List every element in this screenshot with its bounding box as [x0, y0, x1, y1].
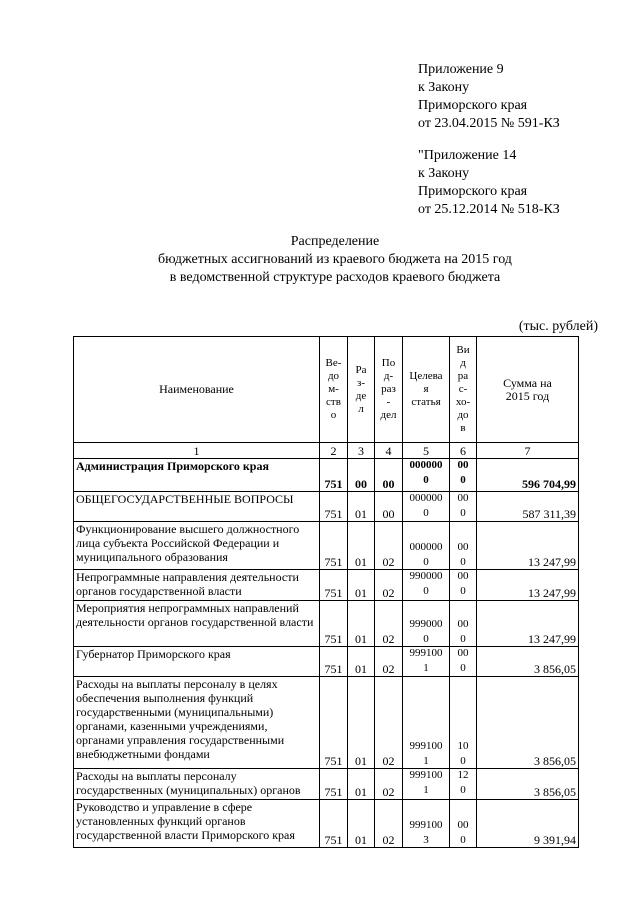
row-sum: 9 391,94 — [477, 800, 579, 848]
annex-line: Приморского края — [418, 98, 528, 113]
row-dept: 751 — [320, 800, 348, 848]
row-target: 000000 0 — [403, 459, 450, 492]
annex-line: к Закону — [418, 80, 470, 95]
row-name: ОБЩЕГОСУДАРСТВЕННЫЕ ВОПРОСЫ — [74, 492, 320, 522]
row-name: Расходы на выплаты персоналу государственных (муниципальных) органов — [74, 769, 320, 800]
col-number: 2 — [320, 443, 348, 459]
annex-9-header — [418, 61, 560, 133]
annex-line: "Приложение 14 — [418, 148, 517, 163]
row-sum: 3 856,05 — [477, 677, 579, 769]
row-target: 000000 0 — [403, 522, 450, 570]
document-title — [70, 233, 600, 287]
row-subsection: 00 — [375, 492, 403, 522]
annex-line: Приморского края — [418, 184, 528, 199]
row-subsection: 02 — [375, 647, 403, 677]
table-row — [74, 769, 579, 800]
row-dept: 751 — [320, 459, 348, 492]
row-name: Расходы на выплаты персоналу в целях обеспечения выполнения функций государственными (муниципальными) органами, казенными учреждениями, органами управления государственными внебюджетными фондами — [74, 677, 320, 769]
row-name: Руководство и управление в сфере установленных функций органов государственной власти Приморского края — [74, 800, 320, 848]
row-dept: 751 — [320, 647, 348, 677]
header-target: Целева я статья — [403, 337, 450, 443]
row-name: Функционирование высшего должностного лица субъекта Российской Федерации и муниципального образования — [74, 522, 320, 570]
row-sum: 3 856,05 — [477, 647, 579, 677]
row-dept: 751 — [320, 570, 348, 601]
table-row — [74, 647, 579, 677]
row-section: 01 — [348, 570, 375, 601]
row-expense-type: 00 0 — [450, 492, 477, 522]
row-section: 01 — [348, 769, 375, 800]
annex-line: от 23.04.2015 № 591-КЗ — [418, 116, 560, 131]
col-number: 1 — [74, 443, 320, 459]
row-dept: 751 — [320, 492, 348, 522]
header-sum: Сумма на 2015 год — [477, 337, 579, 443]
row-target: 990000 0 — [403, 570, 450, 601]
row-dept: 751 — [320, 677, 348, 769]
col-number: 5 — [403, 443, 450, 459]
title-line: бюджетных ассигнований из краевого бюджета на 2015 год — [158, 252, 512, 267]
column-numbers-row — [74, 443, 579, 459]
row-target: 999100 1 — [403, 647, 450, 677]
row-sum: 13 247,99 — [477, 601, 579, 647]
header-subsection: По д- раз - дел — [375, 337, 403, 443]
col-number: 3 — [348, 443, 375, 459]
header-expense-type: Ви д ра с- хо- до в — [450, 337, 477, 443]
row-dept: 751 — [320, 769, 348, 800]
units-label: (тыс. рублей) — [518, 319, 598, 334]
table-row — [74, 570, 579, 601]
row-dept: 751 — [320, 522, 348, 570]
title-line: Распределение — [290, 234, 380, 249]
row-name: Администрация Приморского края — [74, 459, 320, 492]
row-expense-type: 12 0 — [450, 769, 477, 800]
row-target: 999100 3 — [403, 800, 450, 848]
row-sum: 596 704,99 — [477, 459, 579, 492]
row-expense-type: 00 0 — [450, 800, 477, 848]
row-subsection: 00 — [375, 459, 403, 492]
table-row — [74, 492, 579, 522]
header-section: Ра з- де л — [348, 337, 375, 443]
row-target: 999100 1 — [403, 769, 450, 800]
row-subsection: 02 — [375, 677, 403, 769]
row-expense-type: 00 0 — [450, 647, 477, 677]
row-section: 01 — [348, 522, 375, 570]
annex-line: Приложение 9 — [418, 62, 504, 77]
row-section: 01 — [348, 800, 375, 848]
row-subsection: 02 — [375, 601, 403, 647]
header-dept: Ве- до м- ств о — [320, 337, 348, 443]
row-sum: 587 311,39 — [477, 492, 579, 522]
annex-line: к Закону — [418, 166, 470, 181]
row-sum: 3 856,05 — [477, 769, 579, 800]
col-number: 4 — [375, 443, 403, 459]
table-row — [74, 800, 579, 848]
budget-table — [73, 336, 579, 848]
row-name: Непрограммные направления деятельности органов государственной власти — [74, 570, 320, 601]
table-row — [74, 522, 579, 570]
row-section: 01 — [348, 601, 375, 647]
row-dept: 751 — [320, 601, 348, 647]
row-subsection: 02 — [375, 570, 403, 601]
col-number: 7 — [477, 443, 579, 459]
annex-line: от 25.12.2014 № 518-КЗ — [418, 202, 560, 217]
row-target: 999100 1 — [403, 677, 450, 769]
row-target: 999000 0 — [403, 601, 450, 647]
row-section: 01 — [348, 647, 375, 677]
row-expense-type: 00 0 — [450, 570, 477, 601]
row-subsection: 02 — [375, 800, 403, 848]
row-sum: 13 247,99 — [477, 570, 579, 601]
row-subsection: 02 — [375, 769, 403, 800]
row-section: 01 — [348, 677, 375, 769]
header-name: Наименование — [74, 337, 320, 443]
annex-14-header — [418, 147, 560, 219]
row-sum: 13 247,99 — [477, 522, 579, 570]
table-row — [74, 677, 579, 769]
row-subsection: 02 — [375, 522, 403, 570]
table-row — [74, 459, 579, 492]
row-expense-type: 00 0 — [450, 522, 477, 570]
row-name: Мероприятия непрограммных направлений деятельности органов государственной власти — [74, 601, 320, 647]
row-name: Губернатор Приморского края — [74, 647, 320, 677]
col-number: 6 — [450, 443, 477, 459]
table-row — [74, 601, 579, 647]
row-expense-type: 00 0 — [450, 459, 477, 492]
row-expense-type: 00 0 — [450, 601, 477, 647]
row-section: 00 — [348, 459, 375, 492]
title-line: в ведомственной структуре расходов краевого бюджета — [169, 270, 501, 285]
row-section: 01 — [348, 492, 375, 522]
row-target: 000000 0 — [403, 492, 450, 522]
row-expense-type: 10 0 — [450, 677, 477, 769]
